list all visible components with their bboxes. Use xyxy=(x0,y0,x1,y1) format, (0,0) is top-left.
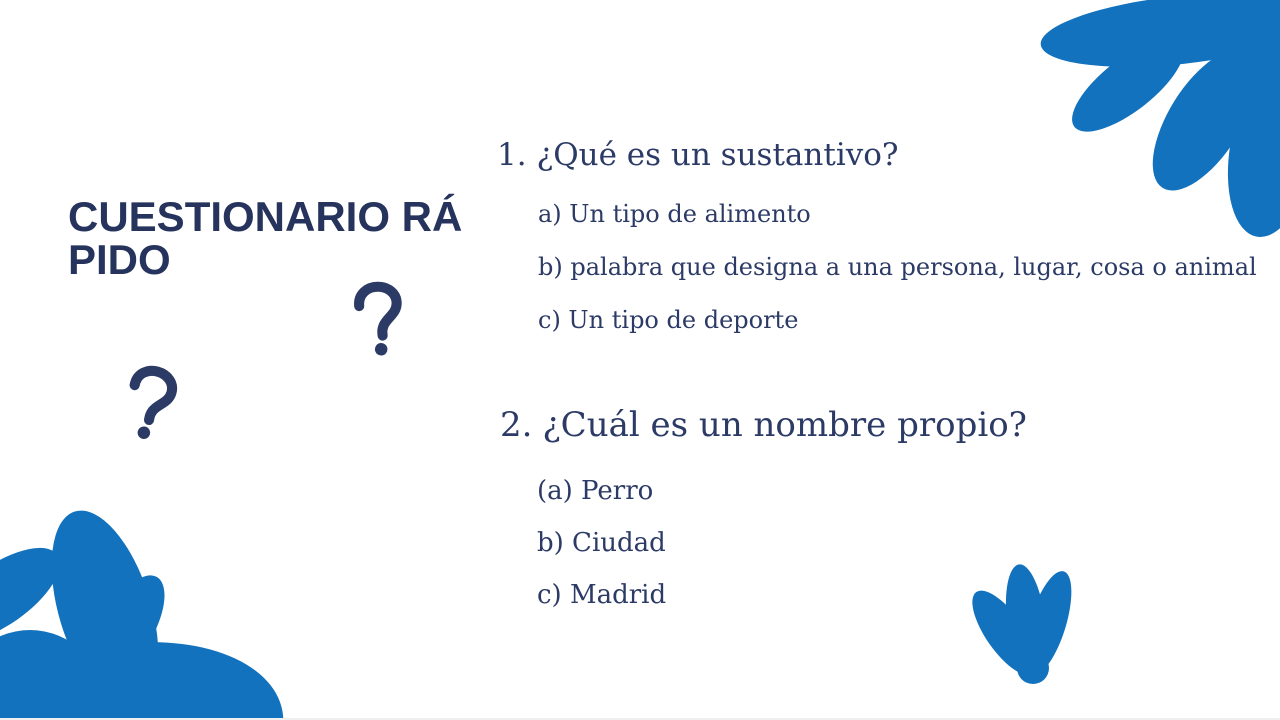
page-title-line-1: CUESTIONARIO RÁ xyxy=(68,193,463,241)
question-1-number: 1. xyxy=(497,137,527,173)
question-2-options xyxy=(537,475,1027,611)
page-title xyxy=(68,193,463,284)
page-title-line-2: PIDO xyxy=(68,236,171,284)
question-2-option-a: (a) Perro xyxy=(537,476,654,506)
question-2-number: 2. xyxy=(500,405,533,445)
question-2-heading xyxy=(500,405,1027,445)
question-1-options xyxy=(538,199,1257,335)
question-2-text: ¿Cuál es un nombre propio? xyxy=(542,405,1027,445)
question-mark-icon xyxy=(348,278,410,360)
question-2-option-b: b) Ciudad xyxy=(537,528,666,558)
question-1-option-b: b) palabra que designa a una persona, lugar, cosa o animal xyxy=(538,253,1257,281)
question-block-2 xyxy=(500,405,1027,611)
question-1-heading xyxy=(497,137,1257,173)
question-1-option-a: a) Un tipo de alimento xyxy=(538,200,811,228)
question-mark-icon xyxy=(117,361,184,446)
question-1-text: ¿Qué es un sustantivo? xyxy=(536,137,899,173)
question-2-option-c: c) Madrid xyxy=(537,580,667,610)
question-block-1 xyxy=(497,137,1257,335)
question-1-option-c: c) Un tipo de deporte xyxy=(538,306,799,334)
flower-splat-icon-bottom-left xyxy=(0,480,300,720)
